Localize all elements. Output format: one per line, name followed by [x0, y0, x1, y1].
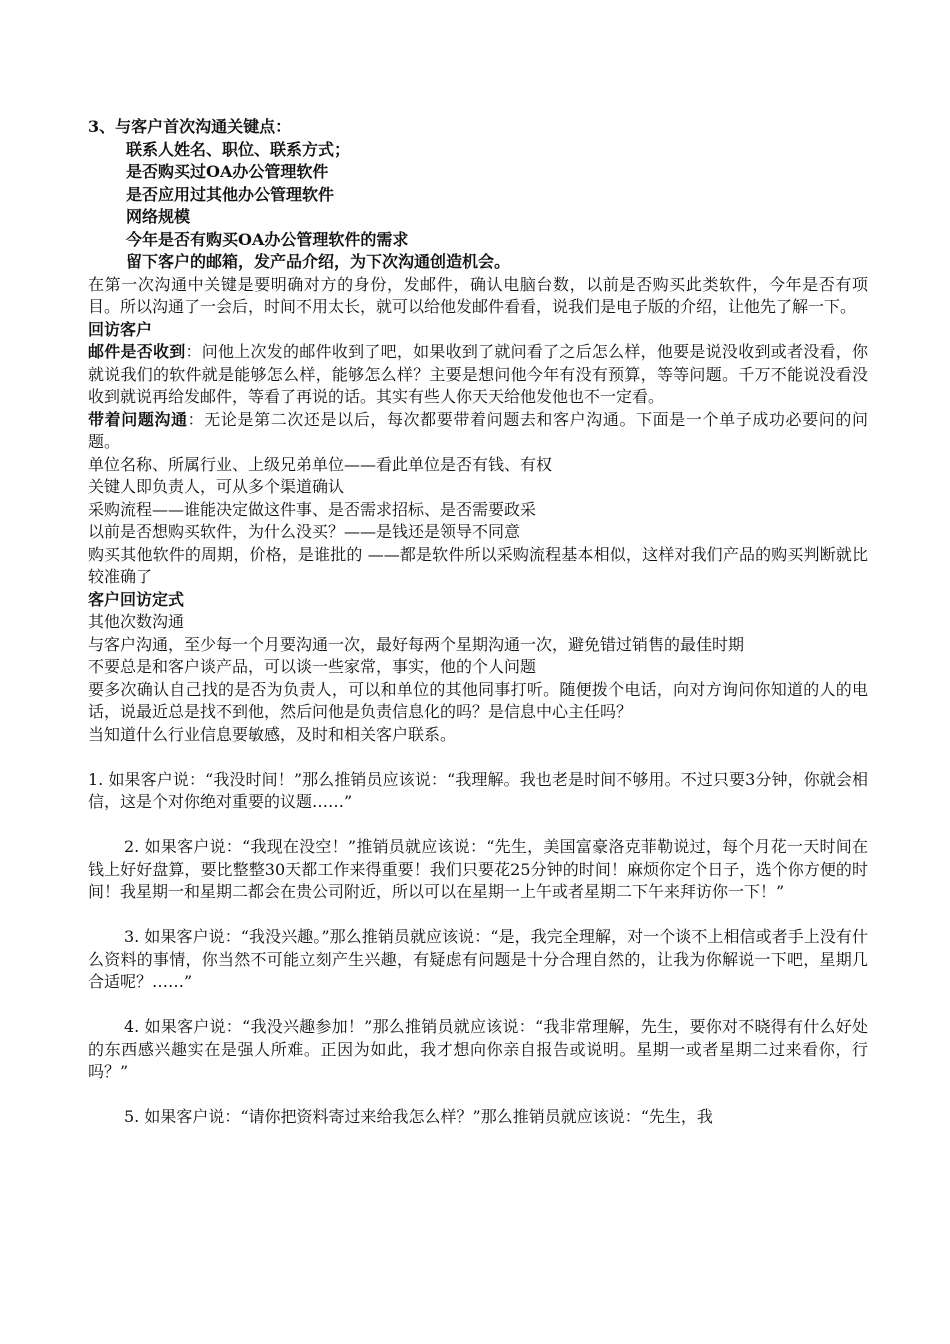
objection-paragraph: 5. 如果客户说：“请你把资料寄过来给我怎么样？”那么推销员就应该说：“先生，我: [124, 1107, 713, 1126]
spacer: [88, 1084, 868, 1107]
objection-paragraph: 2. 如果客户说：“我现在没空！”推销员就应该说：“先生，美国富豪洛克菲勒说过，每个月花一天时间在钱上好好盘算，要比整整30天都工作来得重要！我们只要花25分钟的时间！麻烦你定个日子，选个你方便的时间！我星期一和星期二都会在贵公司附近，所以可以在星期一上午或者星期二下午来拜访你一下！”: [88, 837, 868, 901]
summary-paragraph: 在第一次沟通中关键是要明确对方的身份，发邮件，确认电脑台数，以前是否购买此类软件，今年是否有项目。所以沟通了一会后，时间不用太长，就可以给他发邮件看看，说我们是电子版的介绍，让他先了解一下。: [88, 274, 868, 316]
paragraph-text: ：问他上次发的邮件收到了吧，如果收到了就问看了之后怎么样，他要是说没收到或者没看，你就说我们的软件就是能够怎么样，能够怎么样？主要是想问他今年有没有预算，等等问题。千万不能说没看没收到就说再给发邮件，等看了再说的话。其实有些人你天天给他发他也不一定看。: [88, 342, 868, 406]
section-heading: 客户回访定式: [88, 589, 185, 609]
list-item: 采购流程——谁能决定做这件事、是否需求招标、是否需要政采: [88, 499, 537, 519]
list-item: 关键人即负责人，可从多个渠道确认: [88, 477, 345, 496]
objection-paragraph: 3. 如果客户说：“我没兴趣。”那么推销员就应该说：“是，我完全理解，对一个谈不上相信或者手上没有什么资料的事情，你当然不可能立刻产生兴趣，有疑虑有问题是十分合理自然的，让我为你解说一下吧，星期几合适呢？……”: [88, 927, 868, 991]
key-point: 留下客户的邮箱，发产品介绍，为下次沟通创造机会。: [126, 252, 511, 271]
list-item: 单位名称、所属行业、上级兄弟单位——看此单位是否有钱、有权: [88, 454, 553, 474]
key-point: 是否应用过其他办公管理软件: [126, 184, 335, 204]
section-heading: 回访客户: [88, 319, 153, 339]
key-point: 今年是否有购买OA办公管理软件的需求: [126, 229, 409, 249]
document-page: [88, 116, 868, 1129]
objection-paragraph: 4. 如果客户说：“我没兴趣参加！”那么推销员就应该说：“我非常理解，先生，要你对不晓得有什么好处的东西感兴趣实在是强人所难。正因为如此，我才想向你亲自报告或说明。星期一或者星期二过来看你，行吗？”: [88, 1017, 868, 1081]
list-item: 要多次确认自己找的是否为负责人，可以和单位的其他同事打听。随便拨个电话，向对方询问你知道的人的电话，说最近总是找不到他，然后问他是负责信息化的吗？是信息中心主任吗？: [88, 679, 868, 721]
list-item: 以前是否想购买软件，为什么没买？——是钱还是领导不同意: [88, 522, 521, 541]
key-point: 是否购买过OA办公管理软件: [126, 162, 329, 181]
question-paragraph: [88, 409, 868, 454]
inline-heading: 邮件是否收到: [88, 342, 186, 361]
section-heading: 3、与客户首次沟通关键点：: [88, 117, 292, 136]
email-paragraph: [88, 341, 868, 409]
key-point: 网络规模: [126, 207, 191, 226]
list-item: 不要总是和客户谈产品，可以谈一些家常，事实，他的个人问题: [88, 657, 537, 676]
key-point: 联系人姓名、职位、联系方式；: [126, 139, 351, 159]
spacer: [88, 814, 868, 837]
inline-heading: 带着问题沟通: [88, 409, 188, 429]
spacer: [88, 994, 868, 1017]
objection-paragraph: 1. 如果客户说：“我没时间！”那么推销员应该说：“我理解。我也老是时间不够用。不过只要3分钟，你就会相信，这是个对你绝对重要的议题……”: [88, 769, 868, 811]
list-item: 与客户沟通，至少每一个月要沟通一次，最好每两个星期沟通一次，避免错过销售的最佳时期: [88, 634, 745, 654]
list-item: 购买其他软件的周期，价格，是谁批的 ——都是软件所以采购流程基本相似，这样对我们产品的购买判断就比较准确了: [88, 544, 868, 586]
paragraph-text: ：无论是第二次还是以后，每次都要带着问题去和客户沟通。下面是一个单子成功必要问的问题。: [88, 409, 868, 451]
list-item: 当知道什么行业信息要敏感，及时和相关客户联系。: [88, 724, 457, 744]
spacer: [88, 904, 868, 927]
list-item: 其他次数沟通: [88, 612, 185, 631]
spacer: [88, 746, 868, 769]
